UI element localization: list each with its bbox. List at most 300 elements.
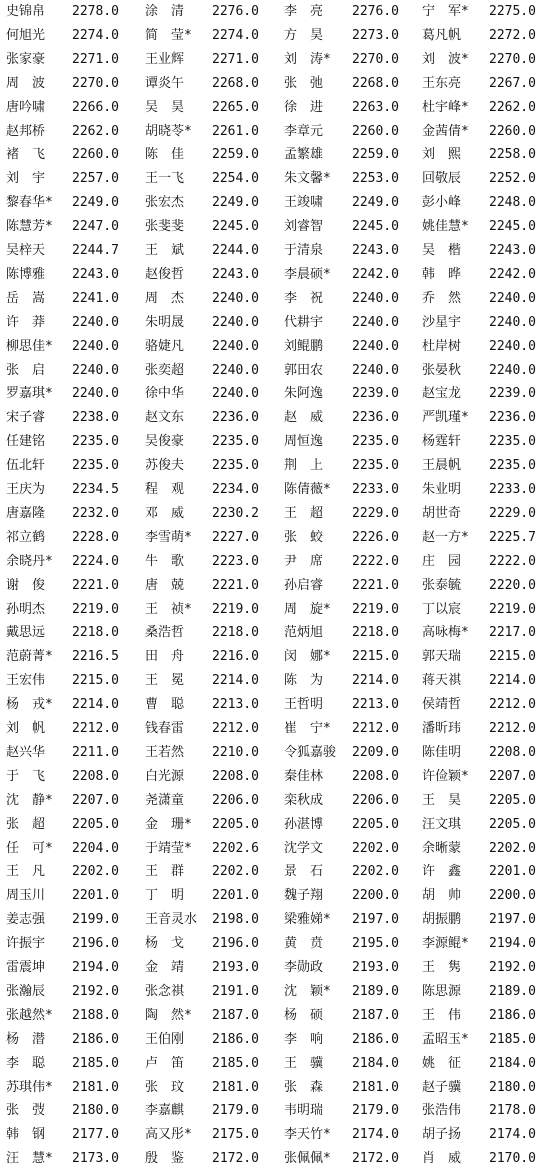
player-name: 张晏秋 [422,363,462,378]
player-name: 李源鲲* [422,936,469,951]
player-rating: 2207.0 [489,769,536,784]
player-name: 丁 明 [145,888,185,903]
player-name: 孙湛博 [284,817,324,832]
player-name: 李天竹* [284,1127,331,1142]
player-rating: 2206.0 [212,793,259,808]
player-name: 宋子睿 [6,410,46,425]
player-name: 朱阿逸 [284,386,324,401]
player-rating: 2216.5 [72,649,119,664]
player-name: 许振宇 [6,936,46,951]
table-row [0,789,550,812]
player-name: 张奕超 [145,363,185,378]
player-name: 刘 帆 [6,721,46,736]
table-row [0,550,550,573]
player-rating: 2235.0 [352,458,399,473]
table-row [0,956,550,979]
player-name: 方 昊 [284,28,324,43]
player-name: 杨 硕 [284,1008,324,1023]
player-rating: 2242.0 [489,267,536,282]
player-name: 褚 飞 [6,147,46,162]
player-rating: 2181.0 [212,1080,259,1095]
player-name: 张斐斐 [145,219,185,234]
player-name: 杨 潜 [6,1032,46,1047]
table-row [0,693,550,716]
player-rating: 2235.0 [212,434,259,449]
player-name: 崔 宁* [284,721,331,736]
player-name: 荆 上 [284,458,324,473]
player-name: 汪 慧* [6,1151,53,1166]
player-name: 蒋天祺 [422,673,462,688]
player-name: 徐 进 [284,100,324,115]
player-name: 姚 征 [422,1056,462,1071]
player-name: 代耕宇 [284,315,324,330]
player-name: 胡振鹏 [422,912,462,927]
player-name: 郭天瑞 [422,649,462,664]
player-rating: 2215.0 [352,649,399,664]
player-rating: 2236.0 [489,410,536,425]
player-rating: 2270.0 [489,52,536,67]
player-name: 李 聪 [6,1056,46,1071]
player-name: 王伯刚 [145,1032,185,1047]
table-row [0,741,550,764]
player-rating: 2215.0 [72,673,119,688]
player-rating: 2242.0 [352,267,399,282]
table-row [0,765,550,788]
player-name: 王业辉 [145,52,185,67]
player-name: 牛 歌 [145,554,185,569]
table-row [0,430,550,453]
player-rating: 2262.0 [489,100,536,115]
player-name: 戴思远 [6,625,46,640]
player-rating: 2213.0 [352,697,399,712]
player-name: 高又彤* [145,1127,192,1142]
player-rating: 2185.0 [72,1056,119,1071]
player-rating: 2257.0 [72,171,119,186]
player-name: 李 亮 [284,4,324,19]
player-name: 王 冕 [145,673,185,688]
player-rating: 2212.0 [72,721,119,736]
player-name: 尹 席 [284,554,324,569]
player-rating: 2170.0 [489,1151,536,1166]
player-rating: 2240.0 [352,291,399,306]
player-name: 李 祝 [284,291,324,306]
player-name: 朱明晟 [145,315,185,330]
player-rating: 2212.0 [489,697,536,712]
player-name: 孟昭玉* [422,1032,469,1047]
player-rating: 2223.0 [212,554,259,569]
player-name: 范蔚菁* [6,649,53,664]
player-rating: 2189.0 [489,984,536,999]
player-name: 余晰蒙 [422,841,462,856]
player-rating: 2199.0 [72,912,119,927]
table-row [0,287,550,310]
player-rating: 2247.0 [72,219,119,234]
player-name: 张佩佩* [284,1151,331,1166]
player-rating: 2263.0 [352,100,399,115]
player-rating: 2240.0 [212,315,259,330]
player-name: 王 群 [145,864,185,879]
player-name: 骆婕凡 [145,339,185,354]
player-rating: 2244.0 [212,243,259,258]
player-name: 张 蛟 [284,530,324,545]
player-name: 沈 颖* [284,984,331,999]
player-rating: 2212.0 [489,721,536,736]
player-rating: 2202.0 [72,864,119,879]
player-rating: 2208.0 [352,769,399,784]
player-rating: 2249.0 [352,195,399,210]
player-rating: 2194.0 [489,936,536,951]
player-rating: 2227.0 [212,530,259,545]
player-name: 王 昊 [422,793,462,808]
player-rating: 2206.0 [352,793,399,808]
player-rating: 2236.0 [352,410,399,425]
player-name: 张家豪 [6,52,46,67]
player-name: 赵 威 [284,410,324,425]
player-name: 余晓丹* [6,554,53,569]
player-rating: 2180.0 [72,1103,119,1118]
player-rating: 2219.0 [72,602,119,617]
player-rating: 2235.0 [72,458,119,473]
player-rating: 2205.0 [352,817,399,832]
player-name: 柳思佳* [6,339,53,354]
player-name: 于 飞 [6,769,46,784]
player-name: 张 启 [6,363,46,378]
player-name: 唐 兢 [145,578,185,593]
player-name: 许俭颖* [422,769,469,784]
player-name: 胡 帅 [422,888,462,903]
player-name: 周 旋* [284,602,331,617]
table-row [0,335,550,358]
player-name: 姜志强 [6,912,46,927]
player-name: 许 莽 [6,315,46,330]
player-rating: 2262.0 [72,124,119,139]
player-name: 王晨帆 [422,458,462,473]
player-rating: 2221.0 [352,578,399,593]
player-rating: 2245.0 [212,219,259,234]
player-rating: 2240.0 [212,339,259,354]
table-row [0,502,550,525]
player-name: 王 祯* [145,602,192,617]
player-name: 张浩伟 [422,1103,462,1118]
player-rating: 2235.0 [489,434,536,449]
player-name: 张 玟 [145,1080,185,1095]
player-rating: 2185.0 [212,1056,259,1071]
player-rating: 2196.0 [72,936,119,951]
player-rating: 2192.0 [489,960,536,975]
player-rating: 2216.0 [212,649,259,664]
player-name: 罗嘉琪* [6,386,53,401]
table-row [0,191,550,214]
player-name: 严凯瑾* [422,410,469,425]
player-rating: 2208.0 [72,769,119,784]
player-name: 陈 为 [284,673,324,688]
player-rating: 2214.0 [352,673,399,688]
player-name: 赵文东 [145,410,185,425]
player-rating: 2186.0 [352,1032,399,1047]
player-rating: 2181.0 [72,1080,119,1095]
player-rating: 2205.0 [489,793,536,808]
player-rating: 2197.0 [489,912,536,927]
player-name: 殷 鉴 [145,1151,185,1166]
player-name: 杜宇峰* [422,100,469,115]
player-rating: 2178.0 [489,1103,536,1118]
player-name: 王一飞 [145,171,185,186]
player-name: 朱业明 [422,482,462,497]
player-rating: 2187.0 [212,1008,259,1023]
player-name: 黎春华* [6,195,53,210]
player-rating: 2202.0 [489,841,536,856]
player-rating: 2259.0 [352,147,399,162]
player-rating: 2212.0 [352,721,399,736]
player-name: 金 靖 [145,960,185,975]
player-name: 沈学文 [284,841,324,856]
player-rating: 2213.0 [212,697,259,712]
player-name: 卢 笛 [145,1056,185,1071]
player-name: 丁以宸 [422,602,462,617]
player-rating: 2266.0 [72,100,119,115]
player-rating: 2234.0 [212,482,259,497]
table-row [0,1004,550,1027]
player-name: 潘昕玮 [422,721,462,736]
player-name: 郭田农 [284,363,324,378]
player-rating: 2249.0 [212,195,259,210]
player-rating: 2194.0 [72,960,119,975]
player-name: 孙启睿 [284,578,324,593]
player-name: 王庆为 [6,482,46,497]
player-name: 许 鑫 [422,864,462,879]
table-row [0,813,550,836]
player-name: 杨 戈 [145,936,185,951]
player-rating: 2240.0 [72,386,119,401]
player-rating: 2207.0 [72,793,119,808]
table-row [0,1028,550,1051]
player-rating: 2259.0 [212,147,259,162]
player-name: 赵邦桥 [6,124,46,139]
table-row [0,359,550,382]
player-name: 王东亮 [422,76,462,91]
player-rating: 2208.0 [212,769,259,784]
player-rating: 2202.6 [212,841,259,856]
table-row [0,860,550,883]
player-rating: 2189.0 [352,984,399,999]
table-row [0,717,550,740]
player-rating: 2234.5 [72,482,119,497]
player-rating: 2205.0 [489,817,536,832]
player-rating: 2272.0 [489,28,536,43]
player-name: 于清泉 [284,243,324,258]
player-name: 金茜倩* [422,124,469,139]
player-rating: 2226.0 [352,530,399,545]
player-rating: 2243.0 [489,243,536,258]
player-name: 王宏伟 [6,673,46,688]
player-name: 侯靖哲 [422,697,462,712]
player-name: 唐吟啸 [6,100,46,115]
player-rating: 2202.0 [352,841,399,856]
player-rating: 2196.0 [212,936,259,951]
player-rating: 2225.7 [489,530,536,545]
table-row [0,908,550,931]
player-name: 张 弢 [6,1103,46,1118]
player-rating: 2233.0 [489,482,536,497]
player-rating: 2218.0 [352,625,399,640]
player-name: 王 凡 [6,864,46,879]
player-name: 陈佳明 [422,745,462,760]
player-rating: 2239.0 [352,386,399,401]
player-rating: 2186.0 [212,1032,259,1047]
player-rating: 2252.0 [489,171,536,186]
player-rating: 2240.0 [212,363,259,378]
player-name: 陈博雅 [6,267,46,282]
player-rating: 2200.0 [489,888,536,903]
player-rating: 2240.0 [72,339,119,354]
player-rating: 2198.0 [212,912,259,927]
table-row [0,382,550,405]
player-name: 吴 昊 [145,100,185,115]
table-row [0,1123,550,1146]
table-row [0,72,550,95]
player-rating: 2260.0 [352,124,399,139]
player-rating: 2219.0 [489,602,536,617]
player-name: 谢 俊 [6,578,46,593]
player-rating: 2204.0 [72,841,119,856]
player-name: 杜岸树 [422,339,462,354]
player-name: 李 响 [284,1032,324,1047]
player-name: 刘 熙 [422,147,462,162]
table-row [0,24,550,47]
player-rating: 2240.0 [352,363,399,378]
player-rating: 2202.0 [212,864,259,879]
player-rating: 2258.0 [489,147,536,162]
player-rating: 2240.0 [489,315,536,330]
player-name: 任建铭 [6,434,46,449]
player-name: 沈 静* [6,793,53,808]
player-name: 谭炎午 [145,76,185,91]
player-rating: 2220.0 [489,578,536,593]
player-rating: 2233.0 [352,482,399,497]
table-row [0,454,550,477]
player-name: 汪文琪 [422,817,462,832]
player-name: 王音灵水 [145,912,198,927]
player-name: 张 超 [6,817,46,832]
table-row [0,1099,550,1122]
player-rating: 2208.0 [489,745,536,760]
player-name: 于靖莹* [145,841,192,856]
player-name: 涂 清 [145,4,185,19]
player-name: 孟繁雄 [284,147,324,162]
player-name: 张越然* [6,1008,53,1023]
player-name: 祁立鹤 [6,530,46,545]
player-rating: 2222.0 [489,554,536,569]
player-rating: 2232.0 [72,506,119,521]
player-name: 唐嘉隆 [6,506,46,521]
player-rating: 2209.0 [352,745,399,760]
player-name: 金 珊* [145,817,192,832]
player-name: 姚佳慧* [422,219,469,234]
player-name: 陈慧芳* [6,219,53,234]
player-name: 闵 娜* [284,649,331,664]
player-rating: 2278.0 [72,4,119,19]
player-name: 李勋政 [284,960,324,975]
player-rating: 2186.0 [72,1032,119,1047]
player-name: 程 观 [145,482,185,497]
player-name: 王 隽 [422,960,462,975]
player-rating: 2210.0 [212,745,259,760]
player-name: 张 弛 [284,76,324,91]
player-rating: 2201.0 [72,888,119,903]
player-name: 李嘉麒 [145,1103,185,1118]
player-name: 李雪萌* [145,530,192,545]
player-name: 令狐嘉骏 [284,745,337,760]
player-name: 陶 然* [145,1008,192,1023]
player-rating: 2184.0 [352,1056,399,1071]
player-name: 胡子扬 [422,1127,462,1142]
player-name: 胡晓苓* [145,124,192,139]
player-rating: 2212.0 [212,721,259,736]
player-name: 伍北轩 [6,458,46,473]
table-row [0,167,550,190]
player-rating: 2193.0 [212,960,259,975]
player-name: 韩 钢 [6,1127,46,1142]
player-rating: 2214.0 [489,673,536,688]
table-row [0,478,550,501]
player-rating: 2238.0 [72,410,119,425]
player-rating: 2274.0 [72,28,119,43]
player-rating: 2187.0 [352,1008,399,1023]
table-row [0,598,550,621]
player-rating: 2200.0 [352,888,399,903]
player-rating: 2270.0 [72,76,119,91]
player-rating: 2240.0 [212,291,259,306]
player-rating: 2221.0 [72,578,119,593]
player-rating: 2235.0 [72,434,119,449]
player-rating: 2197.0 [352,912,399,927]
player-name: 徐中华 [145,386,185,401]
player-name: 简 莹* [145,28,192,43]
player-rating: 2174.0 [489,1127,536,1142]
table-row [0,621,550,644]
player-rating: 2235.0 [352,434,399,449]
player-rating: 2205.0 [72,817,119,832]
player-rating: 2219.0 [352,602,399,617]
player-name: 王竣啸 [284,195,324,210]
player-name: 张瀚辰 [6,984,46,999]
player-rating: 2254.0 [212,171,259,186]
player-rating: 2224.0 [72,554,119,569]
table-row [0,1052,550,1075]
player-rating: 2271.0 [212,52,259,67]
player-name: 吴梓天 [6,243,46,258]
player-rating: 2275.0 [489,4,536,19]
player-rating: 2235.0 [212,458,259,473]
player-rating: 2267.0 [489,76,536,91]
player-rating: 2274.0 [212,28,259,43]
player-name: 刘 涛* [284,52,331,67]
player-name: 桑浩哲 [145,625,185,640]
player-name: 岳 嵩 [6,291,46,306]
player-name: 吴俊豪 [145,434,185,449]
player-rating: 2218.0 [212,625,259,640]
player-rating: 2211.0 [72,745,119,760]
player-rating: 2219.0 [212,602,259,617]
player-rating: 2221.0 [212,578,259,593]
player-rating: 2245.0 [489,219,536,234]
table-row [0,0,550,23]
player-name: 李章元 [284,124,324,139]
player-rating: 2248.0 [489,195,536,210]
player-name: 栾秋成 [284,793,324,808]
player-name: 回敬辰 [422,171,462,186]
player-name: 张宏杰 [145,195,185,210]
